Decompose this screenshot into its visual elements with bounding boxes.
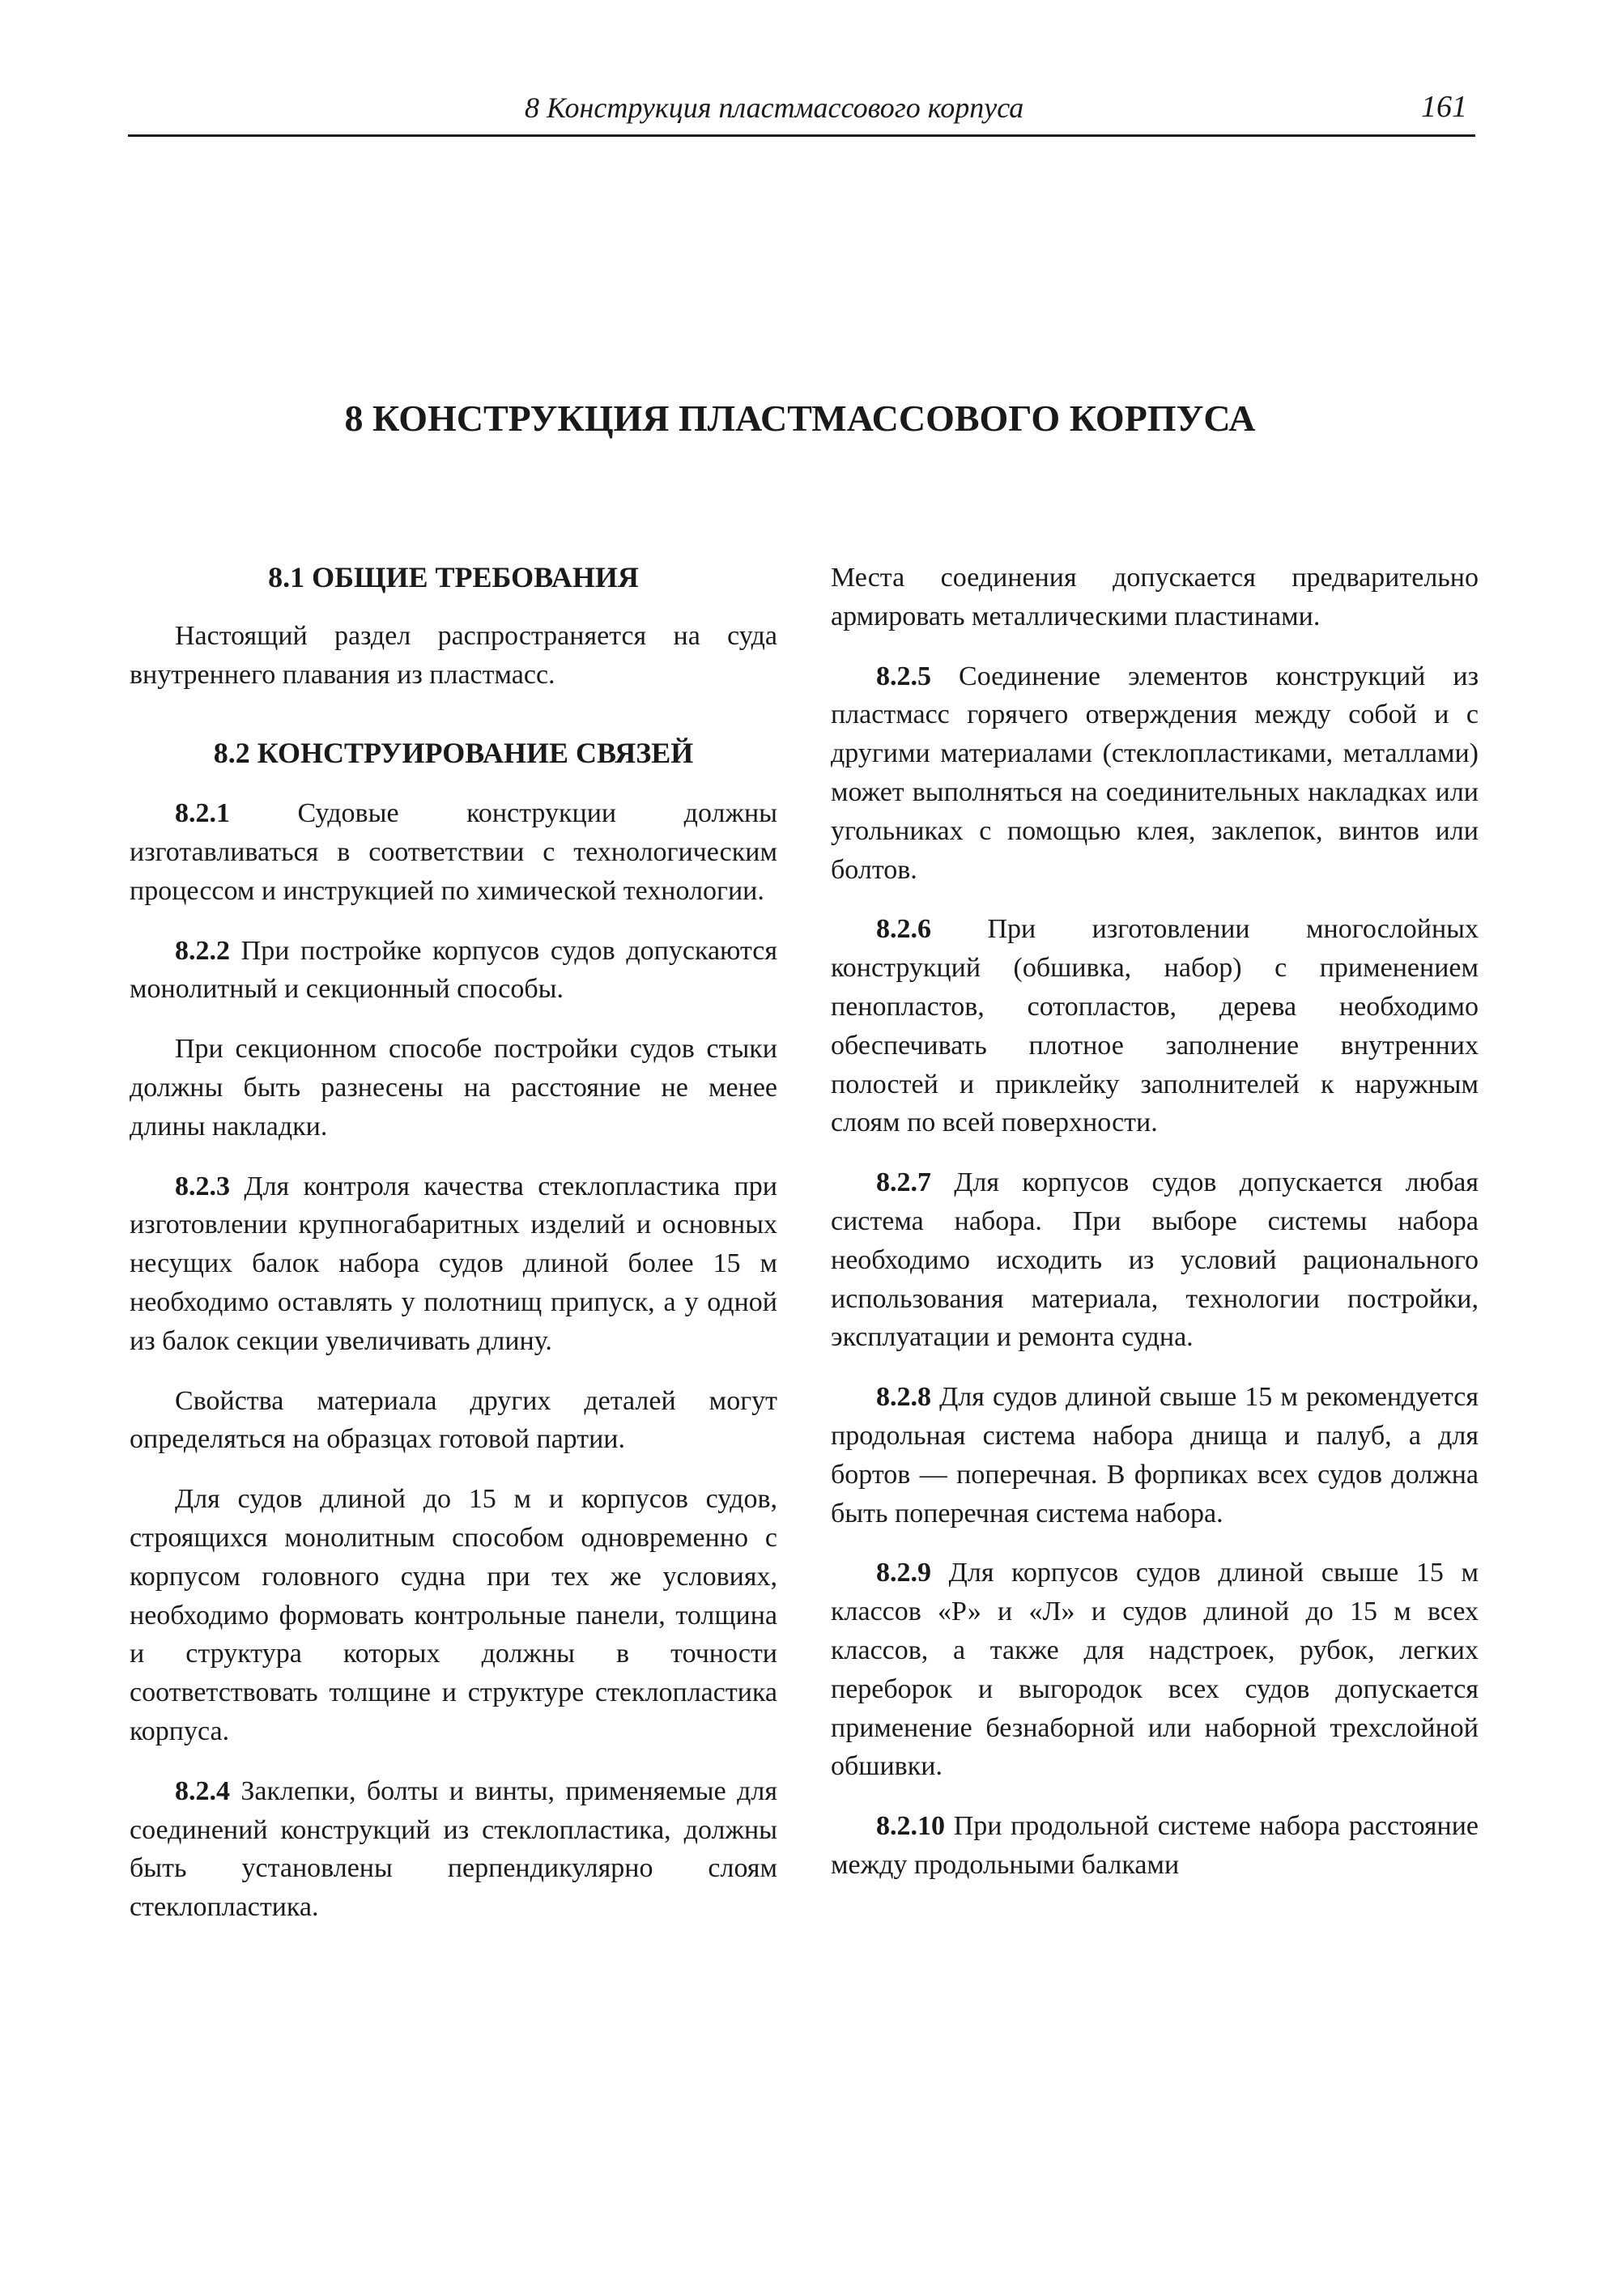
clause-number: 8.2.9 xyxy=(876,1558,931,1588)
paragraph-8-2-5 xyxy=(831,657,1479,890)
clause-text: При изготовлении многослойных конструкций (обшивка, набор) с применением пенопластов, сотопластов, дерева необходимо обеспечивать плотное заполнение внутренних полостей и приклейку заполнителей к наружным слоям по всей поверхности. xyxy=(831,914,1479,1138)
paragraph-8-2-4-continued: Места соединения допускается предварительно армировать металлическими пластинами. xyxy=(831,563,1479,631)
right-column xyxy=(831,559,1479,1906)
clause-text: При постройке корпусов судов допускаются монолитный и секционный способы. xyxy=(130,935,777,1005)
clause-text: Судовые конструкции должны изготавливаться в соответствии с технологическим процессом и инструкцией по химической технологии. xyxy=(130,798,777,906)
paragraph-8-2-7 xyxy=(831,1163,1479,1357)
paragraph-8-2-1 xyxy=(130,794,777,910)
clause-number: 8.2.8 xyxy=(876,1382,931,1413)
clause-number: 8.2.6 xyxy=(876,914,931,945)
clause-number: 8.2.2 xyxy=(175,935,230,966)
clause-number: 8.2.3 xyxy=(175,1171,230,1201)
paragraph-8-2-2-sectional: При секционном способе постройки судов стыки должны быть разнесены на расстояние не менее длины накладки. xyxy=(130,1034,777,1142)
paragraph-8-2-3-panels: Для судов длиной до 15 м и корпусов судов, строящихся монолитным способом одновременно с корпусом головного судна при тех же условиях, необходимо формовать контрольные панели, толщина и структура которых должны в точности соответствовать толщине и структуре стеклопластика корпуса. xyxy=(130,1484,777,1746)
paragraph-8-2-6 xyxy=(831,910,1479,1142)
clause-number: 8.2.10 xyxy=(876,1811,945,1842)
chapter-title: 8 КОНСТРУКЦИЯ ПЛАСТМАССОВОГО КОРПУСА xyxy=(344,398,1256,439)
paragraph-8-2-2 xyxy=(130,932,777,1010)
left-column xyxy=(130,559,777,1948)
clause-text: Соединение элементов конструкций из пластмасс горячего отверждения между собой и с другими материалами (стеклопластиками, металлами) может выполняться на соединительных накладках или угольниках с помощью клея, заклепок, винтов или болтов. xyxy=(831,661,1479,885)
paragraph-8-2-9 xyxy=(831,1554,1479,1786)
clause-number: 8.2.4 xyxy=(175,1775,230,1806)
paragraph-8-2-3-properties: Свойства материала других деталей могут определяться на образцах готовой партии. xyxy=(130,1385,777,1455)
clause-number: 8.2.7 xyxy=(876,1167,931,1198)
paragraph-8-2-8 xyxy=(831,1378,1479,1533)
paragraph-8-2-3 xyxy=(130,1167,777,1361)
page-header xyxy=(128,84,1475,137)
clause-text: Заклепки, болты и винты, применяемые для соединений конструкций из стеклопластика, должны быть установлены перпендикулярно слоям стеклопластика. xyxy=(130,1775,777,1923)
clause-number: 8.2.5 xyxy=(876,661,931,691)
paragraph-8-2-4 xyxy=(130,1772,777,1927)
section-heading-8-2: 8.2 КОНСТРУИРОВАНИЕ СВЯЗЕЙ xyxy=(213,737,694,770)
section-heading-8-1: 8.1 ОБЩИЕ ТРЕБОВАНИЯ xyxy=(268,561,639,593)
page-number: 161 xyxy=(1421,90,1467,124)
clause-text: Для корпусов судов длиной свыше 15 м классов «Р» и «Л» и судов длиной до 15 м всех классов, а также для надстроек, рубок, легких переборок и выгородок всех судов допускается применение безнаборной или наборной трехслойной обшивки. xyxy=(831,1558,1479,1782)
clause-text: При продольной системе набора расстояние между продольными балками xyxy=(831,1811,1479,1880)
running-title: 8 Конструкция пластмассового корпуса xyxy=(525,91,1024,124)
clause-text: Для корпусов судов допускается любая система набора. При выборе системы набора необходимо исходить из условий рационального использования материала, технологии постройки, эксплуатации и ремонта судна. xyxy=(831,1167,1479,1353)
paragraph-8-2-10 xyxy=(831,1807,1479,1885)
paragraph-8-1: Настоящий раздел распространяется на суда внутреннего плавания из пластмасс. xyxy=(130,620,777,690)
clause-number: 8.2.1 xyxy=(175,798,230,829)
clause-text: Для судов длиной свыше 15 м рекомендуется продольная система набора днища и палуб, а для бортов — поперечная. В форпиках всех судов должна быть поперечная система набора. xyxy=(831,1382,1479,1529)
clause-text: Для контроля качества стеклопластика при изготовлении крупногабаритных изделий и основных несущих балок набора судов длиной более 15 м необходимо оставлять у полотнищ припуск, а у одной из балок секции увеличивать длину. xyxy=(130,1171,777,1356)
